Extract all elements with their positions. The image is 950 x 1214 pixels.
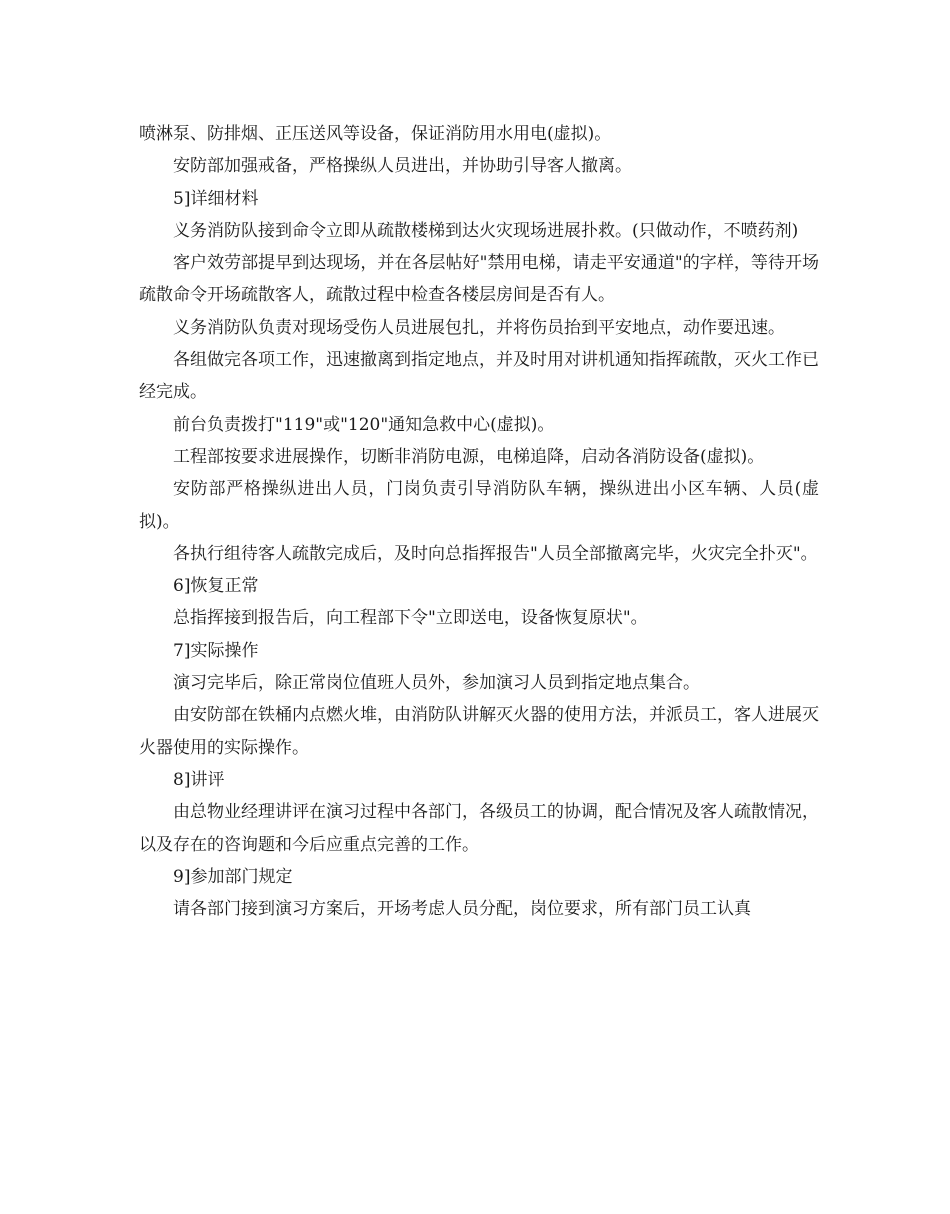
section-heading: 6]恢复正常	[173, 576, 259, 597]
paragraph: 义务消防队接到命令立即从疏散楼梯到达火灾现场进展扑救。(只做动作，不喷药剂)	[173, 220, 799, 241]
section-heading: 8]讲评	[173, 769, 225, 790]
section-heading: 7]实际操作	[173, 640, 259, 661]
paragraph: 各组做完各项工作，迅速撤离到指定地点，并及时用对讲机通知指挥疏散，灭火工作已经完成。	[139, 350, 819, 403]
paragraph: 总指挥接到报告后，向工程部下令"立即送电，设备恢复原状"。	[173, 608, 648, 629]
paragraph: 安防部严格操纵进出人员，门岗负责引导消防队车辆，操纵进出小区车辆、人员(虚拟)。	[139, 479, 819, 532]
paragraph: 客户效劳部提早到达现场，并在各层帖好"禁用电梯，请走平安通道"的字样，等待开场疏散命令开场疏散客人，疏散过程中检查各楼层房间是否有人。	[139, 253, 819, 306]
paragraph: 由安防部在铁桶内点燃火堆，由消防队讲解灭火器的使用方法，并派员工，客人进展灭火器使用的实际操作。	[139, 705, 819, 758]
paragraph: 演习完毕后，除正常岗位值班人员外，参加演习人员到指定地点集合。	[173, 673, 700, 694]
paragraph: 工程部按要求进展操作，切断非消防电源，电梯追降，启动各消防设备(虚拟)。	[173, 446, 765, 467]
section-heading: 9]参加部门规定	[173, 866, 293, 887]
paragraph: 各执行组待客人疏散完成后，及时向总指挥报告"人员全部撤离完毕，火灾完全扑灭"。	[173, 543, 818, 564]
paragraph: 安防部加强戒备，严格操纵人员进出，并协助引导客人撤离。	[173, 156, 632, 177]
paragraph: 由总物业经理讲评在演习过程中各部门，各级员工的协调，配合情况及客人疏散情况，以及存在的咨询题和今后应重点完善的工作。	[139, 802, 819, 855]
paragraph: 喷淋泵、防排烟、正压送风等设备，保证消防用水用电(虚拟)。	[139, 124, 612, 144]
paragraph: 义务消防队负责对现场受伤人员进展包扎，并将伤员抬到平安地点，动作要迅速。	[173, 317, 785, 338]
paragraph: 前台负责拨打"119"或"120"通知急救中心(虚拟)。	[173, 414, 555, 435]
paragraph: 请各部门接到演习方案后，开场考虑人员分配，岗位要求，所有部门员工认真	[173, 899, 751, 920]
document-body	[139, 118, 819, 925]
section-heading: 5]详细材料	[173, 188, 259, 209]
